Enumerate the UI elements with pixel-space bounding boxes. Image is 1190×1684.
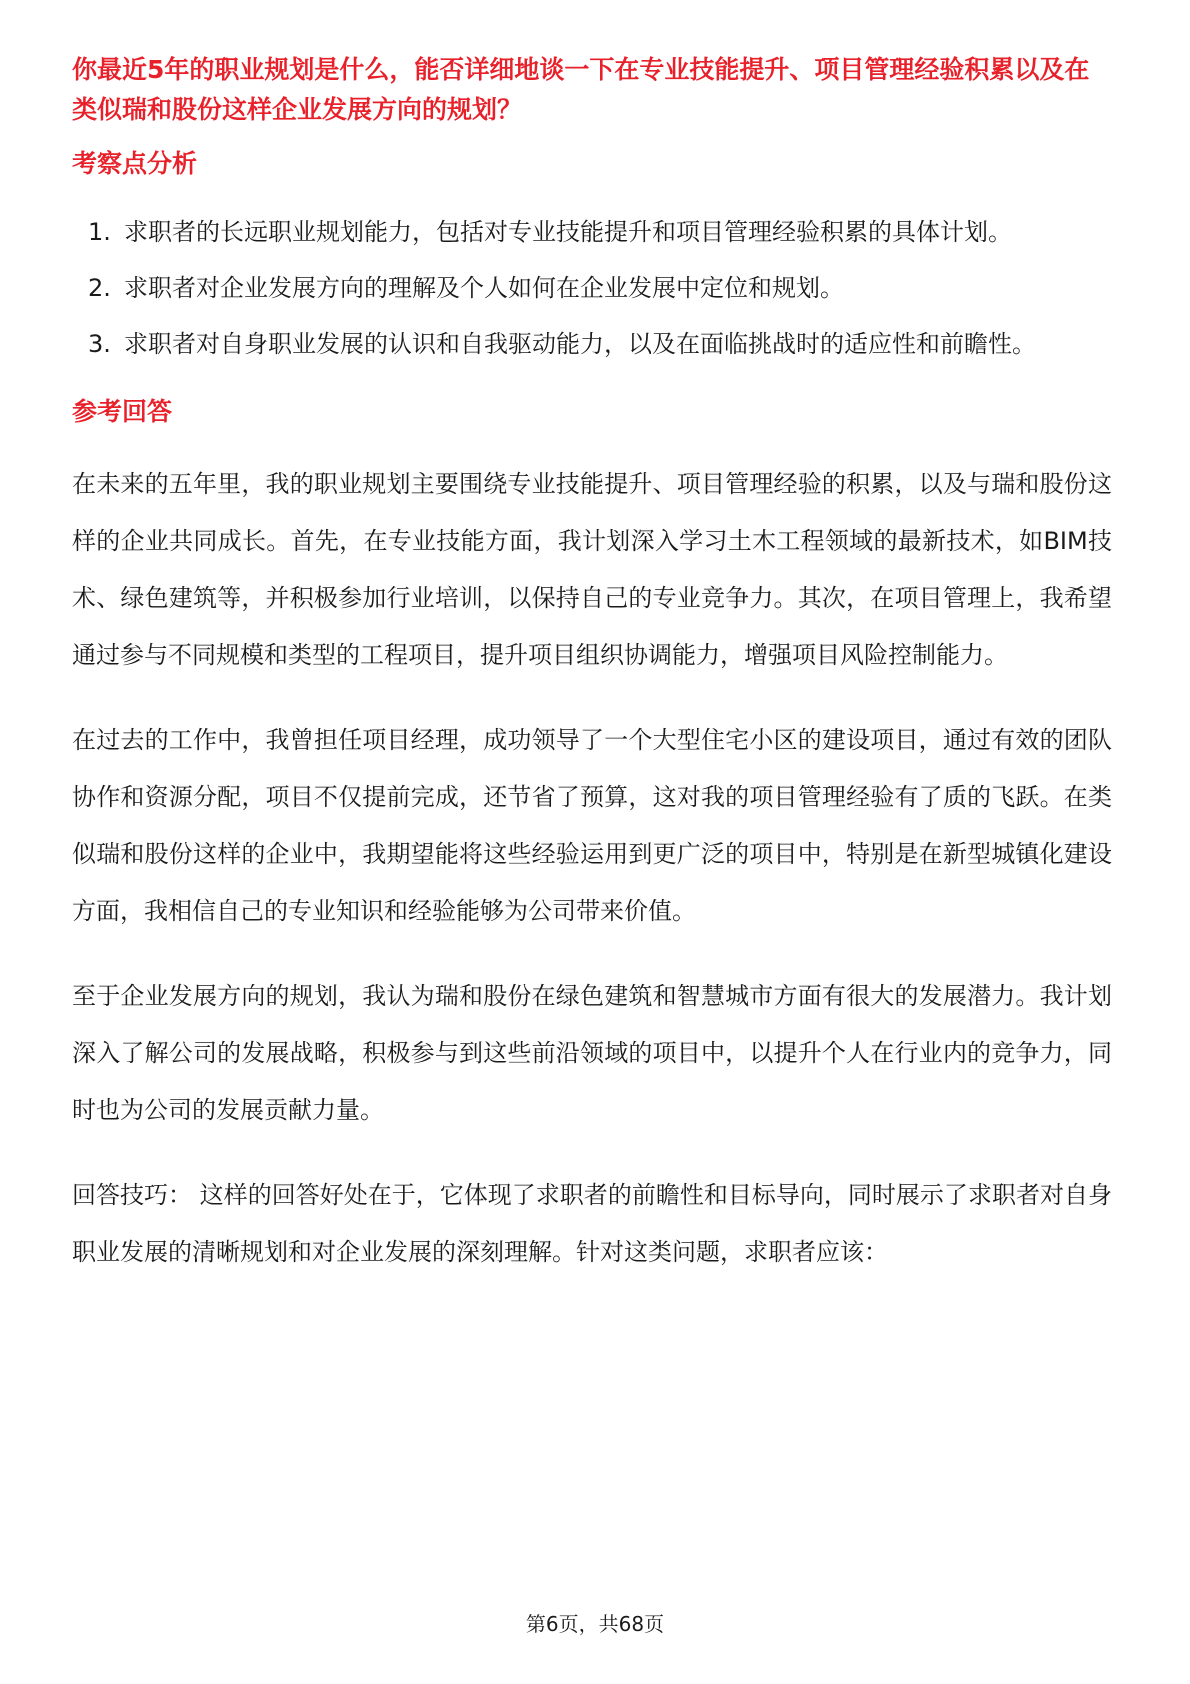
page-number-footer: 第6页，共68页	[525, 1612, 665, 1636]
list-item	[72, 204, 1112, 260]
list-item-number: 2.	[88, 274, 111, 302]
list-item	[72, 316, 1112, 372]
list-item	[72, 260, 1112, 316]
list-item-text: 求职者对自身职业发展的认识和自我驱动能力，以及在面临挑战时的适应性和前瞻性。	[124, 330, 1036, 358]
answer-paragraph: 在未来的五年里，我的职业规划主要围绕专业技能提升、项目管理经验的积累，以及与瑞和股份这样的企业共同成长。首先，在专业技能方面，我计划深入学习土木工程领域的最新技术，如BIM技术、绿色建筑等，并积极参加行业培训，以保持自己的专业竞争力。其次，在项目管理上，我希望通过参与不同规模和类型的工程项目，提升项目组织协调能力，增强项目风险控制能力。	[72, 470, 1112, 669]
list-item-text: 求职者对企业发展方向的理解及个人如何在企业发展中定位和规划。	[124, 274, 844, 302]
list-item-number: 3.	[88, 330, 111, 358]
analysis-list	[72, 204, 1112, 372]
list-item-number: 1.	[88, 218, 111, 246]
list-item-text: 求职者的长远职业规划能力，包括对专业技能提升和项目管理经验积累的具体计划。	[124, 218, 1012, 246]
answer-section-title: 参考回答	[72, 397, 173, 426]
question-heading: 你最近5年的职业规划是什么，能否详细地谈一下在专业技能提升、项目管理经验积累以及在类似瑞和股份这样企业发展方向的规划？	[72, 55, 1090, 124]
answer-tips-paragraph: 回答技巧： 这样的回答好处在于，它体现了求职者的前瞻性和目标导向，同时展示了求职者对自身职业发展的清晰规划和对企业发展的深刻理解。针对这类问题，求职者应该：	[72, 1181, 1112, 1266]
answer-paragraph: 在过去的工作中，我曾担任项目经理，成功领导了一个大型住宅小区的建设项目，通过有效的团队协作和资源分配，项目不仅提前完成，还节省了预算，这对我的项目管理经验有了质的飞跃。在类似瑞和股份这样的企业中，我期望能将这些经验运用到更广泛的项目中，特别是在新型城镇化建设方面，我相信自己的专业知识和经验能够为公司带来价值。	[72, 726, 1112, 925]
answer-paragraph: 至于企业发展方向的规划，我认为瑞和股份在绿色建筑和智慧城市方面有很大的发展潜力。我计划深入了解公司的发展战略，积极参与到这些前沿领域的项目中，以提升个人在行业内的竞争力，同时也为公司的发展贡献力量。	[72, 982, 1112, 1124]
analysis-section-title: 考察点分析	[72, 149, 198, 178]
document-page	[72, 50, 1112, 1281]
